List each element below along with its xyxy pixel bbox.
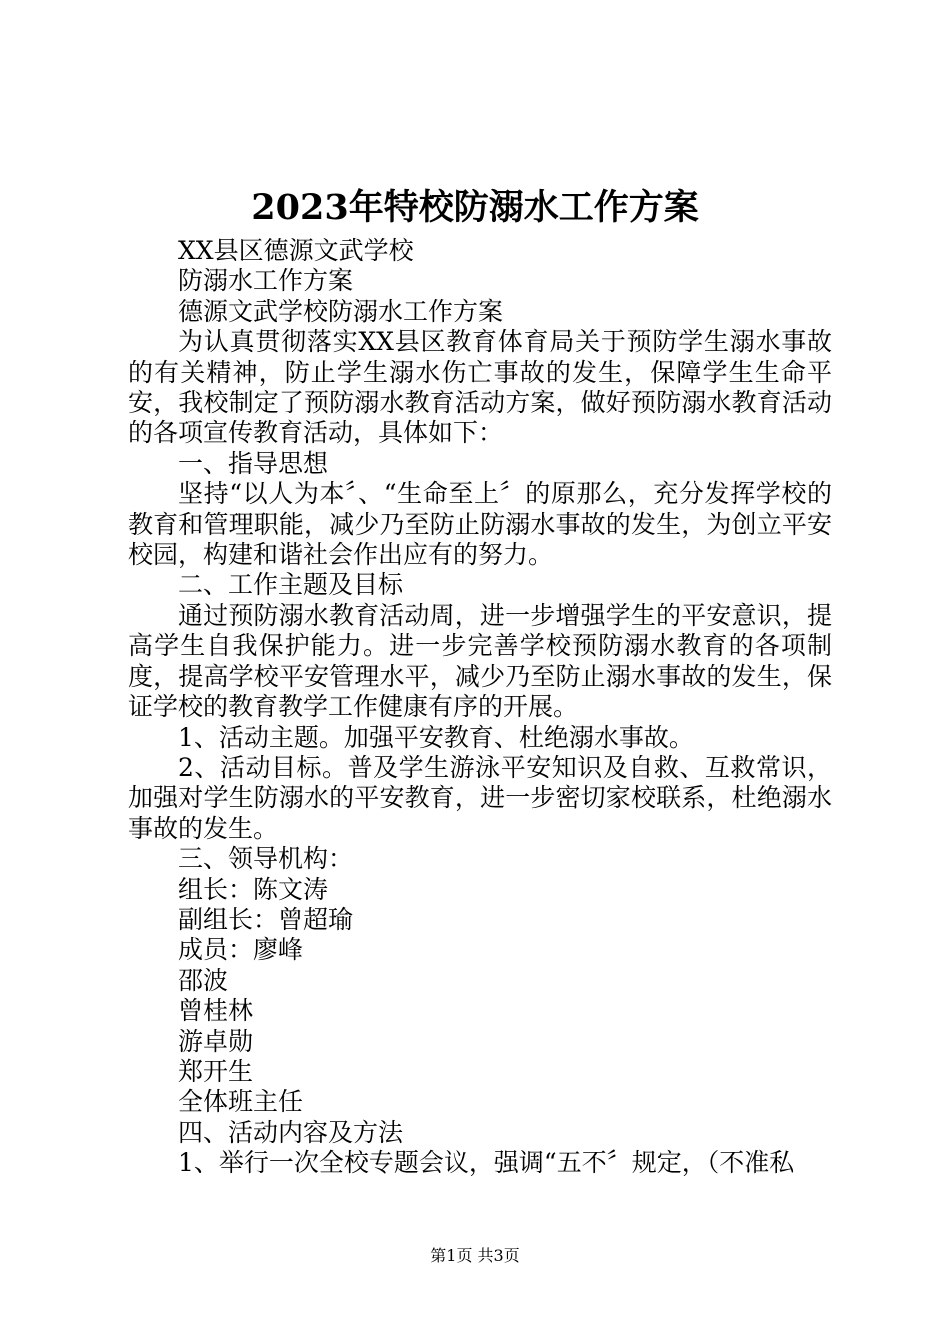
- leadership-member: 成员：廖峰: [178, 935, 304, 965]
- paragraph-activity-item-1: 1、举行一次全校专题会议，强调“五不〞规定，（不准私: [178, 1148, 795, 1178]
- leadership-leader: 组长：陈文涛: [178, 874, 329, 904]
- section-heading-leadership: 三、领导机构：: [178, 844, 354, 874]
- paragraph-introduction: 为认真贯彻落实XX县区教育体育局关于预防学生溺水事故的有关精神，防止学生溺水伤亡事故的发生，保障学生生命平安，我校制定了预防溺水教育活动方案，做好预防溺水教育活动的各项宣传教育活动，具体如下：: [128, 327, 832, 448]
- leadership-member: 曾桂林: [178, 996, 254, 1026]
- paragraph-guiding-ideology: 坚持“以人为本〞、“生命至上〞的原那么，充分发挥学校的教育和管理职能，减少乃至防止防溺水事故的发生，为创立平安校园，构建和谐社会作出应有的努力。: [128, 479, 832, 570]
- page-number-footer: 第1页 共3页: [430, 1246, 520, 1265]
- paragraph-plan-title: 德源文武学校防溺水工作方案: [178, 296, 504, 326]
- leadership-member: 游卓勋: [178, 1026, 254, 1056]
- leadership-deputy-leader: 副组长：曾超瑜: [178, 904, 354, 934]
- document-body: [128, 236, 832, 1179]
- section-heading-guiding-ideology: 一、指导思想: [178, 448, 329, 478]
- document-title: 2023年特校防溺水工作方案: [251, 187, 699, 228]
- paragraph-activity-goal: 2、活动目标。普及学生游泳平安知识及自救、互救常识，加强对学生防溺水的平安教育，进一步密切家校联系，杜绝溺水事故的发生。: [128, 752, 832, 843]
- section-heading-activities: 四、活动内容及方法: [178, 1117, 404, 1147]
- paragraph-activity-theme: 1、活动主题。加强平安教育、杜绝溺水事故。: [178, 722, 694, 752]
- paragraph-plan-heading: 防溺水工作方案: [178, 266, 354, 296]
- leadership-member: 郑开生: [178, 1056, 254, 1086]
- paragraph-theme-goals: 通过预防溺水教育活动周，进一步增强学生的平安意识，提高学生自我保护能力。进一步完善学校预防溺水教育的各项制度，提高学校平安管理水平，减少乃至防止溺水事故的发生，保证学校的教育教学工作健康有序的开展。: [128, 600, 832, 722]
- paragraph-school-name: XX县区德源文武学校: [178, 236, 414, 265]
- leadership-member: 全体班主任: [178, 1087, 304, 1117]
- leadership-member: 邵波: [178, 965, 229, 995]
- section-heading-theme-goals: 二、工作主题及目标: [178, 570, 404, 600]
